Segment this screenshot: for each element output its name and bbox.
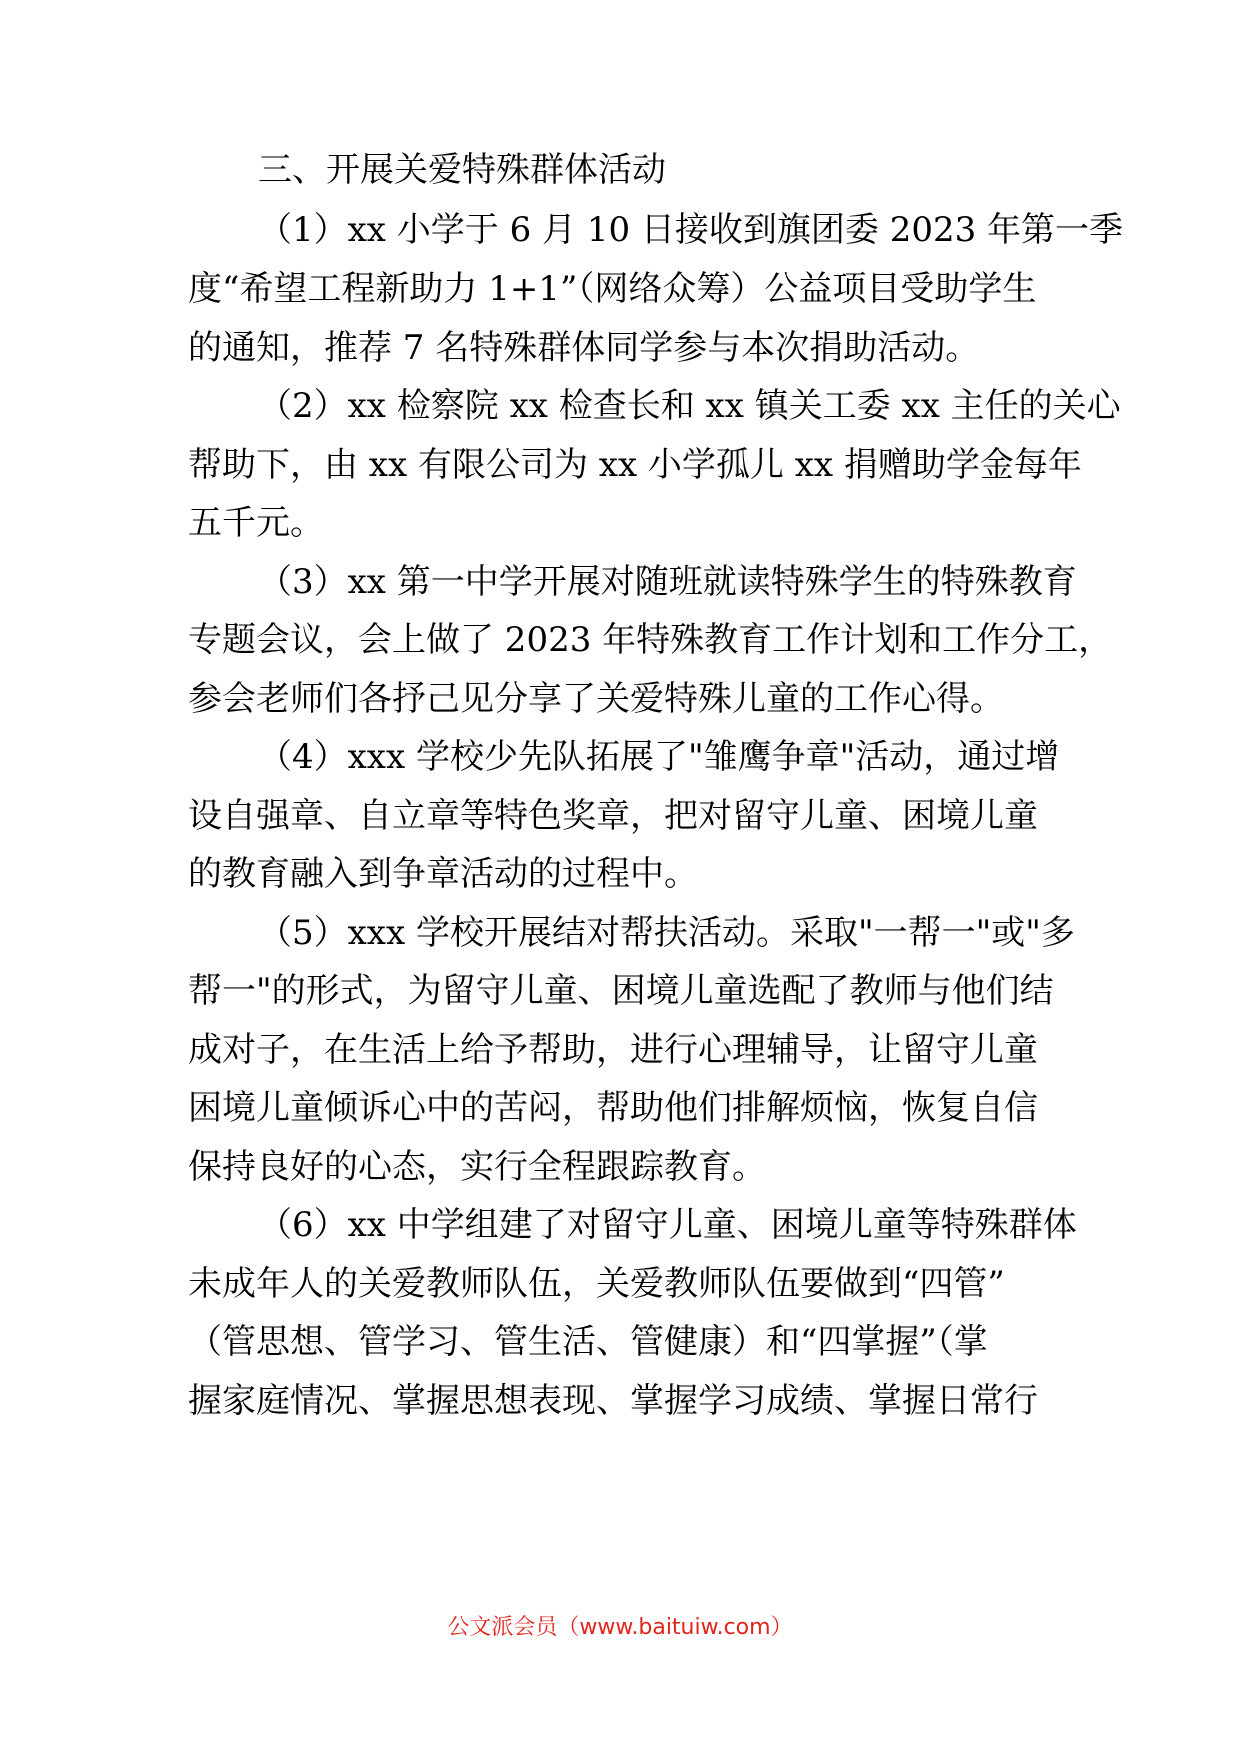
paragraph-2-line-1: （2）xx 检察院 xx 检查长和 xx 镇关工委 xx 主任的关心 bbox=[258, 386, 1121, 426]
paragraph-6-line-2: 未成年人的关爱教师队伍，关爱教师队伍要做到“四管” bbox=[188, 1264, 1005, 1304]
paragraph-5-line-4: 困境儿童倾诉心中的苦闷，帮助他们排解烦恼，恢复自信 bbox=[188, 1088, 1038, 1128]
paragraph-1-line-3: 的通知，推荐 7 名特殊群体同学参与本次捐助活动。 bbox=[188, 328, 980, 368]
footer-watermark: 公文派会员（www.baituiw.com） bbox=[447, 1615, 793, 1640]
paragraph-5-line-2: 帮一"的形式，为留守儿童、困境儿童选配了教师与他们结 bbox=[188, 971, 1054, 1011]
paragraph-5-line-3: 成对子，在生活上给予帮助，进行心理辅导，让留守儿童 bbox=[188, 1030, 1038, 1070]
paragraph-2-line-3: 五千元。 bbox=[188, 503, 324, 543]
paragraph-3-line-1: （3）xx 第一中学开展对随班就读特殊学生的特殊教育 bbox=[258, 562, 1077, 602]
paragraph-4-line-2: 设自强章、自立章等特色奖章，把对留守儿童、困境儿童 bbox=[188, 796, 1038, 836]
paragraph-3-line-2: 专题会议，会上做了 2023 年特殊教育工作计划和工作分工， bbox=[188, 620, 1113, 660]
paragraph-1-line-2: 度“希望工程新助力 1+1”（网络众筹）公益项目受助学生 bbox=[188, 269, 1037, 309]
paragraph-6-line-1: （6）xx 中学组建了对留守儿童、困境儿童等特殊群体 bbox=[258, 1205, 1077, 1245]
paragraph-6-line-3: （管思想、管学习、管生活、管健康）和“四掌握”（掌 bbox=[188, 1322, 988, 1362]
paragraph-2-line-2: 帮助下，由 xx 有限公司为 xx 小学孤儿 xx 捐赠助学金每年 bbox=[188, 445, 1082, 485]
paragraph-4-line-1: （4）xxx 学校少先队拓展了"雏鹰争章"活动，通过增 bbox=[258, 737, 1060, 777]
paragraph-3-line-3: 参会老师们各抒己见分享了关爱特殊儿童的工作心得。 bbox=[188, 679, 1004, 719]
paragraph-6-line-4: 握家庭情况、掌握思想表现、掌握学习成绩、掌握日常行 bbox=[188, 1381, 1038, 1421]
paragraph-5-line-5: 保持良好的心态，实行全程跟踪教育。 bbox=[188, 1147, 766, 1187]
paragraph-1-line-1: （1）xx 小学于 6 月 10 日接收到旗团委 2023 年第一季 bbox=[258, 210, 1124, 250]
section-heading: 三、开展关爱特殊群体活动 bbox=[258, 150, 666, 190]
paragraph-4-line-3: 的教育融入到争章活动的过程中。 bbox=[188, 854, 698, 894]
paragraph-5-line-1: （5）xxx 学校开展结对帮扶活动。采取"一帮一"或"多 bbox=[258, 913, 1075, 953]
